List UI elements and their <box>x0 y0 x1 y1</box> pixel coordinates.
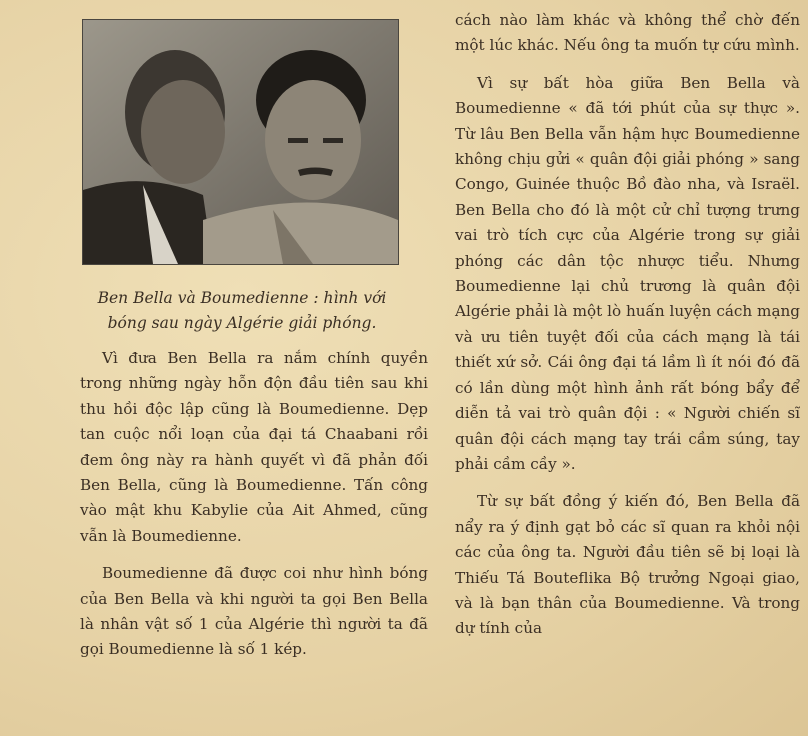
photo-ben-bella-boumedienne <box>82 19 399 265</box>
paragraph: Vì đưa Ben Bella ra nắm chính quyền trong những ngày hỗn độn đầu tiên sau khi thu hồi độc lập cũng là Boumedienne. Dẹp tan cuộc nổi loạn của đại tá Chaabani rồi đem ông này ra hành quyết vì đã phản đối Ben Bella, cũng là Boumedienne. Tấn công vào mật khu Kabylie của Ait Ahmed, cũng vẫn là Boumedienne. <box>80 349 428 545</box>
left-text-column <box>80 346 428 675</box>
photo-caption: Ben Bella và Boumedienne : hình với bóng sau ngày Algérie giải phóng. <box>97 289 387 332</box>
paragraph: Boumedienne đã được coi như hình bóng của Ben Bella và khi người ta gọi Ben Bella là nhân vật số 1 của Algérie thì người ta đã gọi Boumedienne là số 1 kép. <box>80 564 428 659</box>
paragraph: Từ sự bất đồng ý kiến đó, Ben Bella đã nẩy ra ý định gạt bỏ các sĩ quan ra khỏi nội các của ông ta. Người đầu tiên sẽ bị loại là Thiếu Tá Bouteflika Bộ trưởng Ngoại giao, và là bạn thân của Boumedienne. Và trong dự tính của <box>455 492 800 638</box>
paragraph-continuation: cách nào làm khác và không thể chờ đến một lúc khác. Nếu ông ta muốn tự cứu mình. <box>455 11 800 55</box>
paragraph: Vì sự bất hòa giữa Ben Bella và Boumedienne « đã tới phút của sự thực ». Từ lâu Ben Bella vẫn hậm hực Boumedienne không chịu gửi « quân đội giải phóng » sang Congo, Guinée thuộc Bồ đào nha, và Israël. Ben Bella cho đó là một cử chỉ tượng trưng vai trò tích cực của Algérie trong sự giải phóng các dân tộc nhược tiểu. Nhưng Boumedienne lại chủ trương là quân đội Algérie phải là một lò huấn luyện cách mạng và ưu tiên tuyệt đối của cách mạng là tái thiết xứ sở. Cái ông đại tá lầm lì ít nói đó đã có lần dùng một hình ảnh rất bóng bẩy để diễn tả vai trò quân đội : « Người chiến sĩ quân đội cách mạng tay trái cầm súng, tay phải cầm cầy ». <box>455 73 800 473</box>
right-text-column <box>455 8 800 654</box>
photo-image <box>83 20 398 264</box>
